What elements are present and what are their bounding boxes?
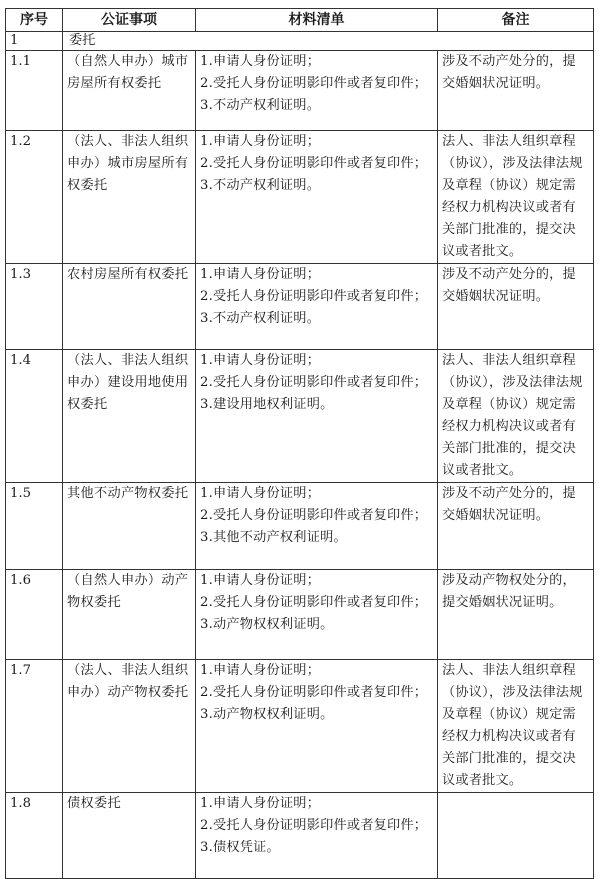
material-line: 2.受托人身份证明影印件或者复印件； <box>200 818 428 833</box>
table-row <box>6 570 594 660</box>
row-note: 涉及不动产处分的，提交婚姻状况证明。 <box>438 483 594 570</box>
section-row <box>6 32 594 51</box>
material-line: 3.建设用地权利证明。 <box>200 397 334 412</box>
row-notary-item: 债权委托 <box>63 793 196 879</box>
row-number: 1.1 <box>6 51 63 131</box>
row-materials <box>196 264 438 350</box>
row-number: 1.7 <box>6 660 63 793</box>
row-materials <box>196 350 438 483</box>
row-note <box>438 793 594 879</box>
row-materials <box>196 570 438 660</box>
table-header-row <box>6 9 594 32</box>
table-row <box>6 131 594 264</box>
header-notes: 备注 <box>438 9 594 32</box>
row-number: 1.8 <box>6 793 63 879</box>
table-row <box>6 483 594 570</box>
material-line: 2.受托人身份证明影印件或者复印件； <box>200 685 428 700</box>
material-line: 1.申请人身份证明； <box>200 663 321 678</box>
material-line: 3.动产物权权利证明。 <box>200 617 334 632</box>
material-line: 2.受托人身份证明影印件或者复印件； <box>200 375 428 390</box>
row-note: 涉及不动产处分的，提交婚姻状况证明。 <box>438 264 594 350</box>
table-row <box>6 350 594 483</box>
row-notary-item: （自然人申办）城市房屋所有权委托 <box>63 51 196 131</box>
material-line: 1.申请人身份证明； <box>200 134 321 149</box>
material-line: 1.申请人身份证明； <box>200 796 321 811</box>
material-line: 1.申请人身份证明； <box>200 267 321 282</box>
material-line: 3.不动产权利证明。 <box>200 311 321 326</box>
row-notary-item: （法人、非法人组织申办）城市房屋所有权委托 <box>63 131 196 264</box>
material-line: 3.不动产权利证明。 <box>200 178 321 193</box>
material-line: 1.申请人身份证明； <box>200 573 321 588</box>
material-line: 1.申请人身份证明； <box>200 54 321 69</box>
section-label: 委托 <box>63 32 594 51</box>
row-note: 法人、非法人组织章程（协议），涉及法律法规及章程（协议）规定需经权力机构决议或者有关部门批准的，提交决议或者批文。 <box>438 660 594 793</box>
row-notary-item: （法人、非法人组织申办）动产物权委托 <box>63 660 196 793</box>
material-line: 2.受托人身份证明影印件或者复印件； <box>200 595 428 610</box>
material-line: 2.受托人身份证明影印件或者复印件； <box>200 76 428 91</box>
header-serial: 序号 <box>6 9 63 32</box>
row-notary-item: 农村房屋所有权委托 <box>63 264 196 350</box>
row-number: 1.2 <box>6 131 63 264</box>
row-notary-item: 其他不动产物权委托 <box>63 483 196 570</box>
row-notary-item: （法人、非法人组织申办）建设用地使用权委托 <box>63 350 196 483</box>
row-number: 1.5 <box>6 483 63 570</box>
row-number: 1.4 <box>6 350 63 483</box>
material-line: 1.申请人身份证明； <box>200 353 321 368</box>
row-materials <box>196 793 438 879</box>
notarization-materials-table <box>5 8 594 879</box>
section-number: 1 <box>6 32 63 51</box>
row-materials <box>196 483 438 570</box>
material-line: 2.受托人身份证明影印件或者复印件； <box>200 156 428 171</box>
row-note: 涉及不动产处分的，提交婚姻状况证明。 <box>438 51 594 131</box>
material-line: 3.债权凭证。 <box>200 840 280 855</box>
table-row <box>6 793 594 879</box>
material-line: 3.不动产权利证明。 <box>200 98 321 113</box>
row-note: 涉及动产物权处分的，提交婚姻状况证明。 <box>438 570 594 660</box>
table-row <box>6 660 594 793</box>
row-materials <box>196 660 438 793</box>
row-materials <box>196 51 438 131</box>
table-row <box>6 264 594 350</box>
row-notary-item: （自然人申办）动产物权委托 <box>63 570 196 660</box>
material-line: 2.受托人身份证明影印件或者复印件； <box>200 508 428 523</box>
row-note: 法人、非法人组织章程（协议），涉及法律法规及章程（协议）规定需经权力机构决议或者有关部门批准的，提交决议或者批文。 <box>438 131 594 264</box>
row-number: 1.3 <box>6 264 63 350</box>
row-note: 法人、非法人组织章程（协议），涉及法律法规及章程（协议）规定需经权力机构决议或者有关部门批准的，提交决议或者批文。 <box>438 350 594 483</box>
material-line: 2.受托人身份证明影印件或者复印件； <box>200 289 428 304</box>
material-line: 3.动产物权权利证明。 <box>200 707 334 722</box>
table-row <box>6 51 594 131</box>
row-number: 1.6 <box>6 570 63 660</box>
material-line: 3.其他不动产权利证明。 <box>200 530 347 545</box>
row-materials <box>196 131 438 264</box>
header-materials: 材料清单 <box>196 9 438 32</box>
header-notary-item: 公证事项 <box>63 9 196 32</box>
material-line: 1.申请人身份证明； <box>200 486 321 501</box>
